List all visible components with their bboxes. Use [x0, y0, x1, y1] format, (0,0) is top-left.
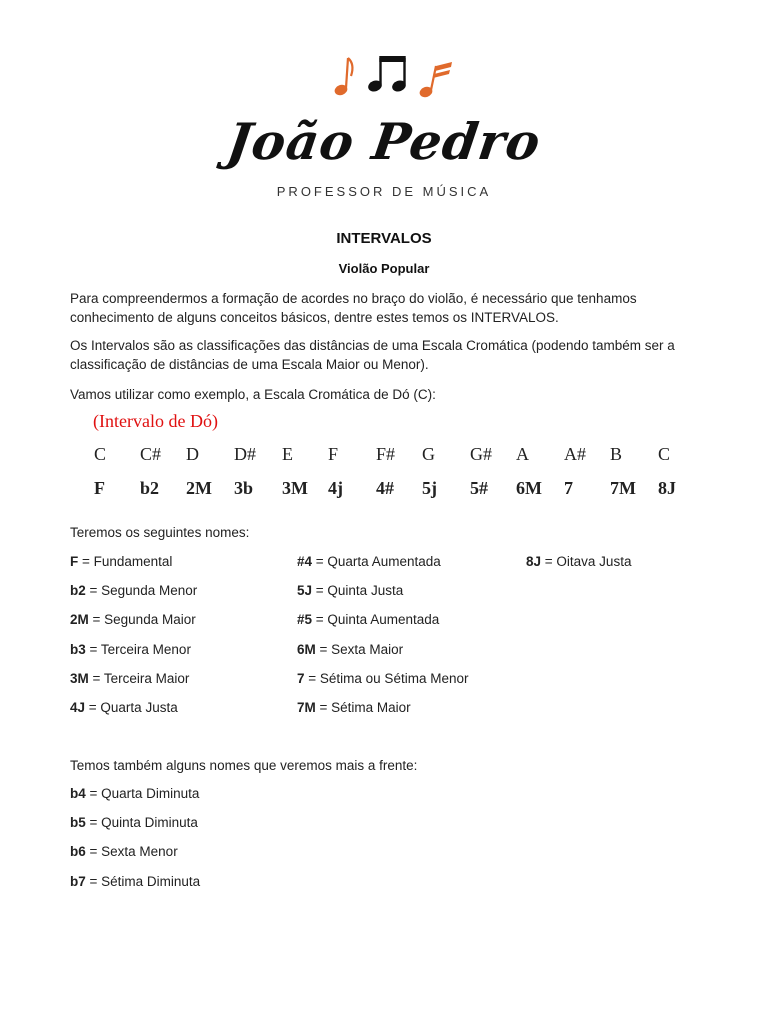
interval-name-item [70, 581, 197, 600]
scale-note: F# [376, 444, 396, 464]
brand-name: João Pedro [223, 112, 545, 171]
scale-interval: 4j [328, 478, 343, 498]
interval-label: = Quinta Justa [312, 583, 404, 599]
interval-label: = Sétima Diminuta [85, 873, 201, 889]
interval-name-item [297, 552, 441, 571]
eighth-note-icon [334, 58, 353, 96]
scale-notes-row [0, 444, 768, 468]
interval-name-item [297, 610, 439, 629]
scale-interval: 3M [282, 478, 308, 498]
sixteenth-note-icon [419, 62, 452, 98]
interval-name-item [70, 610, 196, 629]
interval-label: = Oitava Justa [541, 554, 632, 569]
interval-label: = Terceira Menor [85, 641, 191, 657]
scale-note: C# [140, 444, 162, 464]
scale-interval: 5j [422, 478, 437, 498]
interval-code: b5 [70, 815, 86, 831]
scale-note: G# [470, 444, 492, 464]
interval-name-item [70, 872, 200, 891]
scale-interval: 5# [470, 478, 488, 498]
intro-paragraph-2: Os Intervalos são as classificações das distâncias de uma Escala Cromática (podendo também ser a classificação de distâncias de uma Escala Maior ou Menor). [70, 338, 675, 372]
music-notes-icon [328, 52, 458, 100]
interval-name-item [70, 813, 198, 832]
scale-note: F [328, 444, 339, 464]
scale-note: C [658, 444, 671, 464]
interval-name-item [297, 640, 403, 659]
scale-title: (Intervalo de Dó) [93, 411, 218, 431]
interval-code: #4 [297, 554, 313, 569]
interval-code: 8J [526, 554, 542, 569]
interval-name-item [70, 640, 191, 659]
interval-code: b4 [70, 786, 86, 801]
interval-code: #5 [297, 612, 313, 628]
interval-name-item [70, 784, 199, 803]
scale-note: B [610, 444, 623, 464]
interval-code: 5J [297, 583, 313, 599]
interval-label: = Fundamental [78, 554, 173, 569]
names-intro: Teremos os seguintes nomes: [70, 525, 250, 540]
scale-note: D [186, 444, 199, 464]
interval-code: b2 [70, 583, 86, 599]
interval-label: = Segunda Menor [85, 583, 198, 599]
interval-code: 3M [70, 670, 89, 686]
interval-name-item [297, 698, 411, 717]
interval-name-item [70, 698, 178, 717]
scale-interval: 2M [186, 478, 212, 498]
scale-interval: 7 [564, 478, 573, 498]
scale-note: A [516, 444, 529, 464]
interval-label: = Sexta Maior [315, 641, 404, 657]
scale-interval: 7M [610, 478, 636, 498]
interval-label: = Quarta Justa [85, 700, 178, 715]
scale-note: G [422, 444, 435, 464]
scale-interval: b2 [140, 478, 160, 498]
scale-note: E [282, 444, 293, 464]
extra-intro: Temos também alguns nomes que veremos mais a frente: [70, 758, 418, 773]
interval-label: = Segunda Maior [88, 612, 196, 628]
interval-name-item [526, 552, 631, 571]
interval-label: = Sétima Maior [315, 700, 411, 715]
interval-name-item [70, 669, 189, 688]
interval-label: = Sétima ou Sétima Menor [304, 670, 469, 686]
page-subtitle: Violão Popular [338, 261, 430, 276]
intro-paragraph-3: Vamos utilizar como exemplo, a Escala Cromática de Dó (C): [70, 387, 436, 402]
scale-interval: F [94, 478, 105, 498]
interval-label: = Quinta Diminuta [85, 815, 198, 831]
scale-intervals-row [0, 478, 768, 502]
interval-code: b6 [70, 844, 86, 860]
interval-name-item [297, 581, 403, 600]
scale-interval: 6M [516, 478, 542, 498]
interval-name-item [297, 669, 468, 688]
interval-code: 7 [297, 670, 305, 686]
scale-note: D# [234, 444, 256, 464]
interval-code: 6M [297, 641, 316, 657]
interval-name-item [70, 842, 178, 861]
beamed-notes-icon [367, 56, 406, 93]
intro-paragraph-1: Para compreendermos a formação de acordes no braço do violão, é necessário que tenhamos conhecimento de alguns conceitos básicos, dentre estes temos os INTERVALOS. [70, 291, 637, 325]
scale-note: C [94, 444, 107, 464]
interval-label: = Quinta Aumentada [312, 612, 440, 628]
scale-interval: 8J [658, 478, 676, 498]
interval-code: F [70, 554, 79, 569]
scale-interval: 4# [376, 478, 394, 498]
interval-name-item [70, 552, 172, 571]
interval-code: b3 [70, 641, 86, 657]
scale-interval: 3b [234, 478, 254, 498]
brand-subtitle: PROFESSOR DE MÚSICA [276, 184, 492, 199]
interval-code: b7 [70, 873, 86, 889]
interval-label: = Terceira Maior [88, 670, 190, 686]
interval-code: 2M [70, 612, 89, 628]
scale-note: A# [564, 444, 586, 464]
interval-label: = Sexta Menor [85, 844, 178, 860]
logo [0, 0, 768, 210]
interval-code: 4J [70, 700, 86, 715]
interval-label: = Quarta Aumentada [312, 554, 441, 569]
page-title: INTERVALOS [336, 230, 432, 247]
interval-label: = Quarta Diminuta [85, 786, 200, 801]
interval-code: 7M [297, 700, 316, 715]
